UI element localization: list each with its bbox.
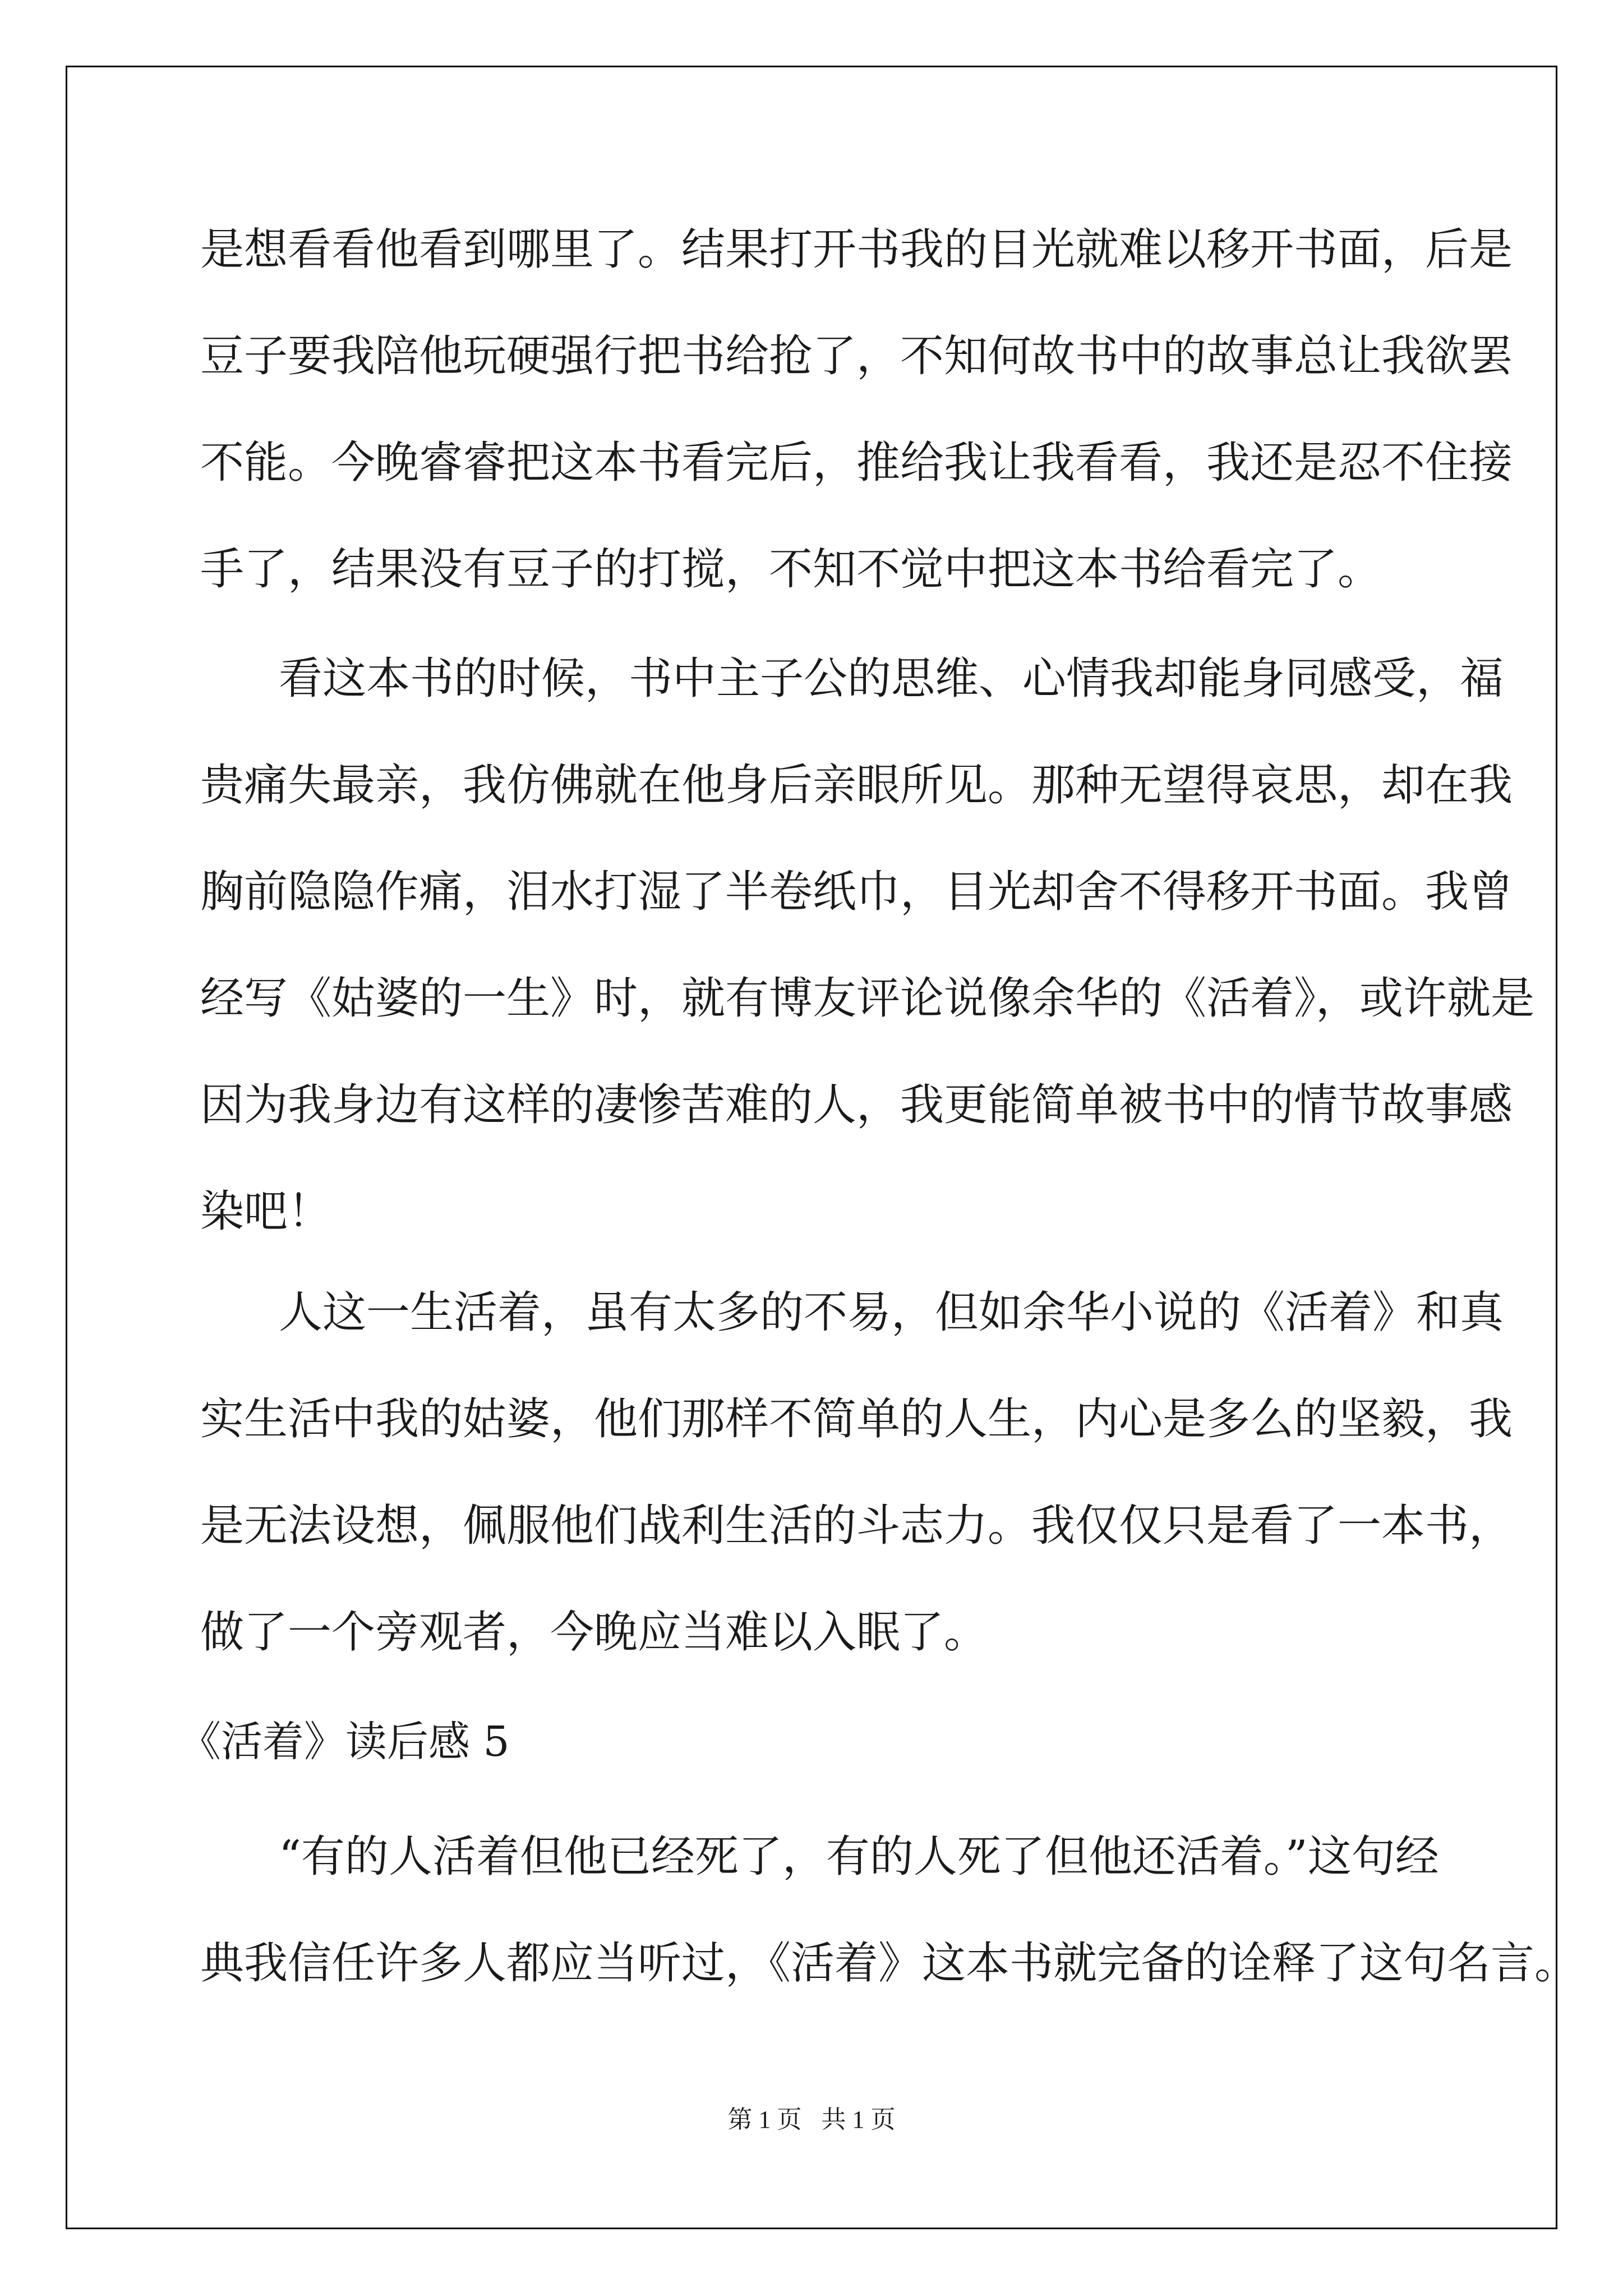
paragraph-line: 典我信任许多人都应当听过，《活着》这本书就完备的诠释了这句名言。 [200,1938,1579,1989]
paragraph-line: 看这本书的时候，书中主子公的思维、心情我却能身同感受，福 [279,654,1504,704]
paragraph-line: 染吧！ [200,1186,332,1237]
paragraph-line: 人这一生活着，虽有太多的不易，但如余华小说的《活着》和真 [279,1287,1504,1338]
paragraph-1 [200,196,1513,623]
paragraph-3 [200,1259,1513,1686]
page-footer [0,2099,1623,2135]
paragraph-line: 是无法设想，佩服他们战利生活的斗志力。我仅仅只是看了一本书， [200,1501,1513,1551]
paragraph-line: 手了，结果没有豆子的打搅，不知不觉中把这本书给看完了。 [200,544,1382,595]
paragraph-line: 贵痛失最亲，我仿佛就在他身后亲眼所见。那种无望得哀思，却在我 [200,760,1513,811]
paragraph-line: 实生活中我的姑婆，他们那样不简单的人生，内心是多么的坚毅，我 [200,1394,1513,1444]
page-number: 第 1 页 [727,2106,802,2133]
page-total: 共 1 页 [821,2106,896,2133]
paragraph-4 [200,1803,1579,2017]
paragraph-line: 经写《姑婆的一生》时，就有博友评论说像余华的《活着》，或许就是 [200,973,1535,1024]
paragraph-line: 做了一个旁观者，今晚应当难以入眠了。 [200,1607,988,1658]
paragraph-line: “有的人活着但他已经死了，有的人死了但他还活着。”这句经 [279,1832,1439,1882]
paragraph-line: 不能。今晚睿睿把这本书看完后，推给我让我看看，我还是忍不住接 [200,438,1513,488]
paragraph-line: 豆子要我陪他玩硬强行把书给抢了，不知何故书中的故事总让我欲罢 [200,331,1513,381]
paragraph-line: 胸前隐隐作痛，泪水打湿了半卷纸巾，目光却舍不得移开书面。我曾 [200,867,1513,917]
paragraph-line: 因为我身边有这样的凄惨苦难的人，我更能简单被书中的情节故事感 [200,1080,1513,1130]
paragraph-2 [200,625,1535,1265]
section-heading: 《活着》读后感 5 [179,1718,510,1766]
paragraph-line: 是想看看他看到哪里了。结果打开书我的目光就难以移开书面，后是 [200,224,1513,275]
